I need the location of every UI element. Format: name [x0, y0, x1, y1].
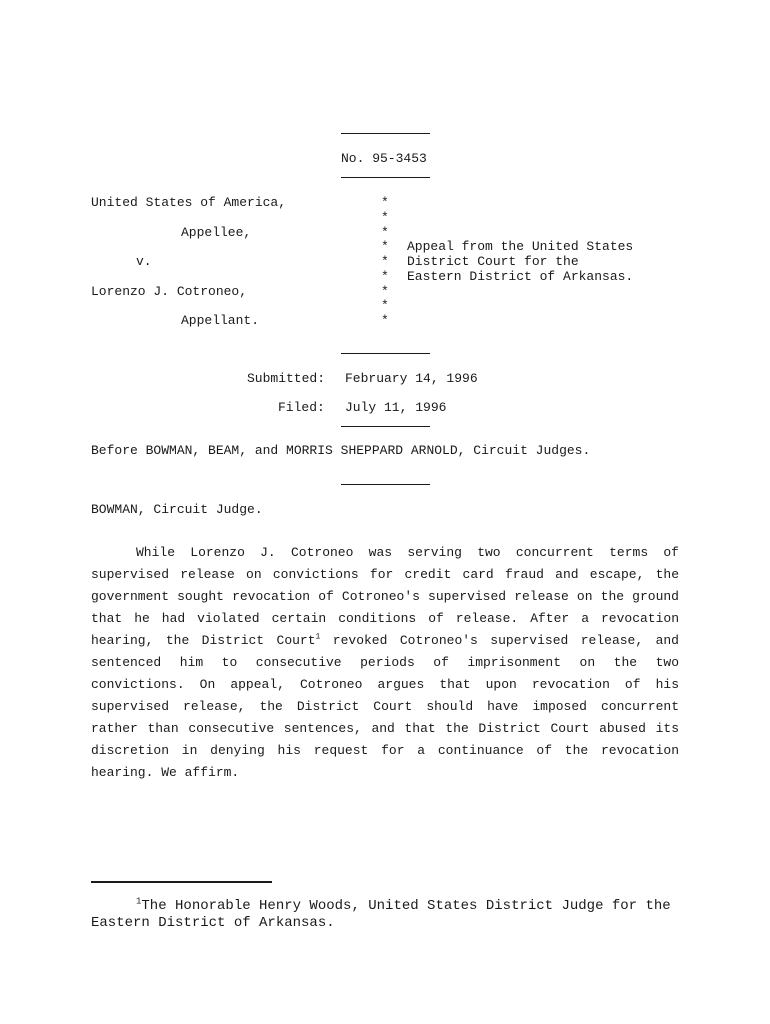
caption-star: * — [381, 239, 389, 254]
panel-rule — [341, 484, 430, 485]
caption-star: * — [381, 298, 389, 313]
caption-star: * — [381, 284, 389, 299]
case-number: No. 95-3453 — [341, 151, 427, 166]
appeal-line-2: District Court for the — [407, 254, 579, 269]
caption-star: * — [381, 254, 389, 269]
opinion-paragraph — [91, 542, 679, 784]
party2-role: Appellant. — [181, 313, 260, 328]
header-rule-under-number — [341, 177, 430, 178]
caption-star: * — [381, 313, 389, 328]
versus: v. — [136, 254, 152, 269]
dates-rule-top — [341, 353, 430, 354]
caption-star: * — [381, 269, 389, 284]
appeal-line-3: Eastern District of Arkansas. — [407, 269, 634, 284]
party1-role: Appellee, — [181, 225, 252, 240]
caption-star: * — [381, 195, 389, 210]
opinion-text-part1: While Lorenzo J. Cotroneo was serving two concurrent terms of supervised release on convictions for credit card fraud and escape, the government sought revocation of Cotroneo's supervised release on the ground that he had violated certain conditions of release. After a revocation hearing, the District Court — [91, 545, 679, 648]
party1-name: United States of America, — [91, 195, 287, 210]
submitted-date: February 14, 1996 — [345, 371, 478, 386]
footnote-reference[interactable]: 1 — [315, 632, 321, 642]
footnote-marker: 1 — [136, 896, 142, 907]
party2-name: Lorenzo J. Cotroneo, — [91, 284, 248, 299]
caption-star: * — [381, 210, 389, 225]
filed-label: Filed: — [278, 400, 325, 415]
appeal-line-1: Appeal from the United States — [407, 239, 634, 254]
caption-star: * — [381, 225, 389, 240]
footnote-separator — [91, 881, 272, 883]
header-rule-top — [341, 133, 430, 134]
dates-rule-bottom — [341, 426, 430, 427]
panel-line: Before BOWMAN, BEAM, and MORRIS SHEPPARD ARNOLD, Circuit Judges. — [91, 443, 591, 458]
filed-date: July 11, 1996 — [345, 400, 447, 415]
opinion-text-part2: revoked Cotroneo's supervised release, and sentenced him to consecutive periods of imprisonment on the two convictions. On appeal, Cotroneo argues that upon revocation of his supervised release, the District Court should have imposed concurrent rather than consecutive sentences, and that the District Court abused its discretion in denying his request for a continuance of the revocation hearing. We affirm. — [91, 633, 679, 780]
footnote-text: The Honorable Henry Woods, United States District Judge for the Eastern District of Arkansas. — [91, 898, 671, 931]
submitted-label: Submitted: — [247, 371, 326, 386]
opinion-author: BOWMAN, Circuit Judge. — [91, 502, 263, 517]
footnote — [91, 898, 679, 932]
